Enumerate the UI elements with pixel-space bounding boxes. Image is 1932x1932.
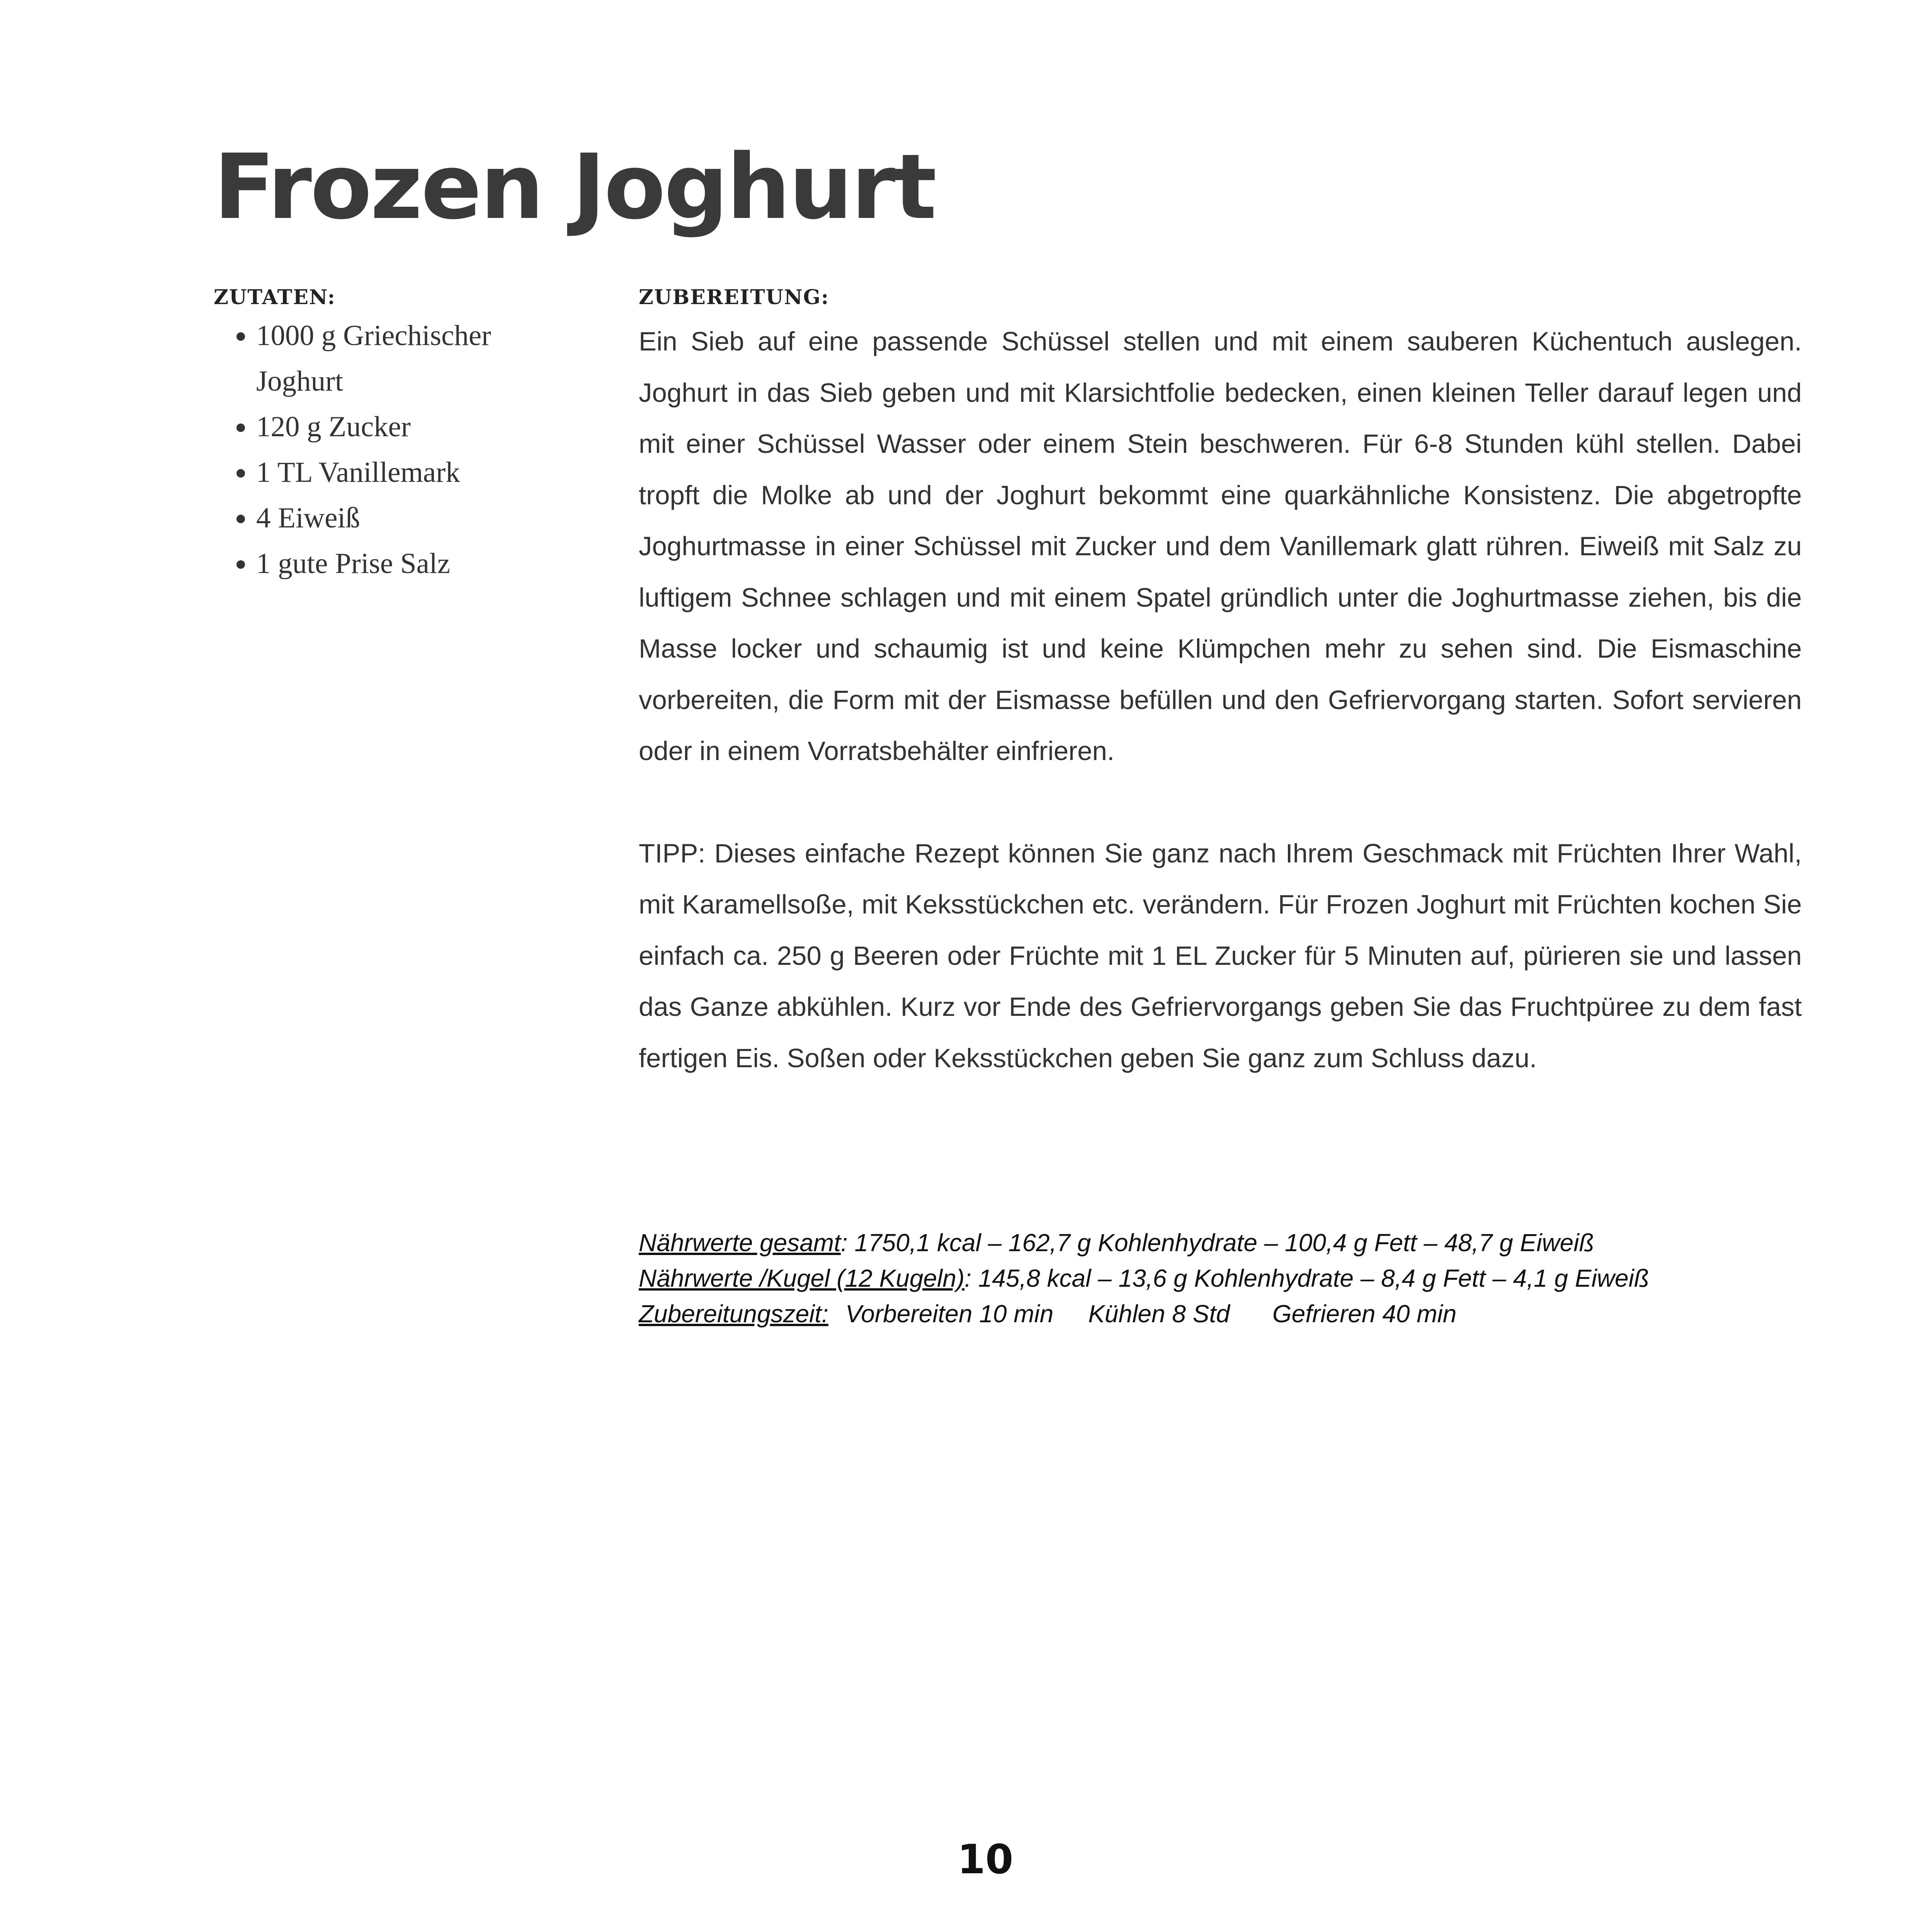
preparation-section: [639, 282, 1802, 1084]
nutrition-total-value: : 1750,1 kcal – 162,7 g Kohlenhydrate – 100,4 g Fett – 48,7 g Eiweiß: [840, 1229, 1594, 1257]
ingredient-item: • 1000 g Griechischer Joghurt: [256, 313, 561, 404]
ingredient-item: • 120 g Zucker: [256, 404, 561, 450]
nutrition-per-ball-label: Nährwerte /Kugel (12 Kugeln): [639, 1264, 965, 1292]
ingredient-item: • 1 gute Prise Salz: [256, 541, 561, 587]
ingredients-label: ZUTATEN:: [214, 286, 336, 309]
ingredients-section: [214, 282, 561, 587]
time-freeze: Gefrieren 40 min: [1272, 1300, 1457, 1328]
ingredients-list: [214, 313, 561, 587]
nutrition-per-ball-row: [639, 1260, 1875, 1296]
page-title: Frozen Joghurt: [214, 135, 935, 239]
nutrition-per-ball-value: : 145,8 kcal – 13,6 g Kohlenhydrate – 8,4 g Fett – 4,1 g Eiweiß: [964, 1264, 1649, 1292]
ingredient-item: • 4 Eiweiß: [256, 495, 561, 541]
preparation-time-row: [639, 1296, 1875, 1332]
preparation-text: Ein Sieb auf eine passende Schüssel stellen und mit einem sauberen Küchentuch auslegen. Joghurt in das Sieb geben und mit Klarsichtfolie bedecken, einen kleinen Teller darauf legen und mit einer Schüssel Wasser oder einem Stein beschweren. Für 6-8 Stunden kühl stellen. Dabei tropft die Molke ab und der Joghurt bekommt eine quarkähnliche Konsistenz. Die abgetropfte Joghurtmasse in einer Schüssel mit Zucker und dem Vanillemark glatt rühren. Eiweiß mit Salz zu luftigem Schnee schlagen und mit einem Spatel gründlich unter die Joghurtmasse ziehen, bis die Masse locker und schaumig ist und keine Klümpchen mehr zu sehen sind. Die Eismaschine vorbereiten, die Form mit der Eismasse befüllen und den Gefriervorgang starten. Sofort servieren oder in einem Vorratsbehälter einfrieren.: [639, 327, 1802, 766]
nutrition-total-row: [639, 1225, 1875, 1260]
ingredient-item: • 1 TL Vanillemark: [256, 450, 561, 495]
tip-text: TIPP: Dieses einfache Rezept können Sie ganz nach Ihrem Geschmack mit Früchten Ihrer Wahl, mit Karamellsoße, mit Keksstückchen etc. verändern. Für Frozen Joghurt mit Früchten kochen Sie einfach ca. 250 g Beeren oder Früchte mit 1 EL Zucker für 5 Minuten auf, pürieren sie und lassen das Ganze abkühlen. Kurz vor Ende des Gefriervorgangs geben Sie das Fruchtpüree zu dem fast fertigen Eis. Soßen oder Keksstückchen geben Sie ganz zum Schluss dazu.: [639, 838, 1802, 1073]
preparation-label: ZUBEREITUNG:: [639, 286, 830, 309]
nutrition-info: [639, 1225, 1875, 1332]
preparation-time-label: Zubereitungszeit:: [639, 1300, 828, 1328]
time-cool: Kühlen 8 Std: [1088, 1300, 1230, 1328]
page-number: 10: [957, 1836, 1014, 1883]
nutrition-total-label: Nährwerte gesamt: [639, 1229, 841, 1257]
time-prep: Vorbereiten 10 min: [845, 1300, 1054, 1328]
